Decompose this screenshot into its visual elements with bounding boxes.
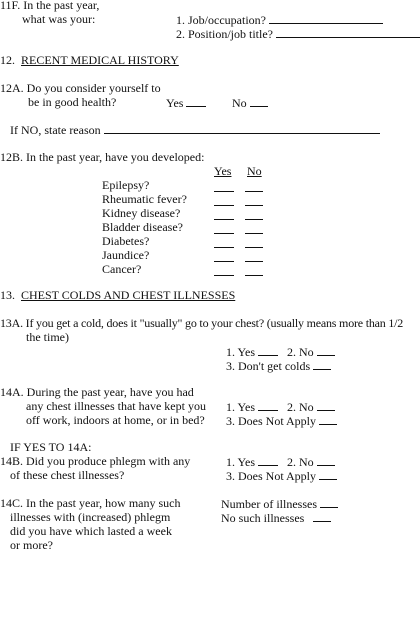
q12b-yes-blank[interactable] <box>214 264 234 276</box>
q11f-job-blank[interactable] <box>269 12 383 24</box>
q11f-line1: 11F. In the past year, <box>0 0 100 12</box>
q12b-item-diabetes: Diabetes? <box>102 234 150 248</box>
q14c-number-blank[interactable] <box>320 496 338 508</box>
q13a-line1: 13A. If you get a cold, does it "usually" go to your chest? (usually means more than 1/2 <box>0 316 404 330</box>
q13a-no-blank[interactable] <box>317 344 335 356</box>
q12b-no-blank[interactable] <box>245 264 263 276</box>
q14b-option-yes: 1. Yes <box>226 454 278 469</box>
q12b-line1: 12B. In the past year, have you developed: <box>0 150 205 164</box>
q12b-item-rheumatic-fever: Rheumatic fever? <box>102 192 187 206</box>
q13a-yes-blank[interactable] <box>258 344 278 356</box>
q12b-col-no: No <box>247 164 262 178</box>
q12b-item-bladder-disease: Bladder disease? <box>102 220 183 234</box>
q14a-option-yes: 1. Yes <box>226 399 278 414</box>
q14a-option-no: 2. No <box>287 399 335 414</box>
q12b-no-blank[interactable] <box>245 194 263 206</box>
q12b-yes-blank[interactable] <box>214 236 234 248</box>
q14b-yes-blank[interactable] <box>258 454 278 466</box>
q14b-option-does-not-apply: 3. Does Not Apply <box>226 468 337 483</box>
section-12-heading: 12. RECENT MEDICAL HISTORY <box>0 53 179 67</box>
q14a-line2: any chest illnesses that have kept you <box>26 399 206 413</box>
q11f-line2: what was your: <box>22 12 96 26</box>
q12b-yes-blank[interactable] <box>214 180 234 192</box>
q13a-option-dont-get-colds: 3. Don't get colds <box>226 358 331 373</box>
q12a-yes: Yes <box>166 95 206 110</box>
q13a-option-no: 2. No <box>287 344 335 359</box>
q12a-line2: be in good health? <box>28 95 117 109</box>
q14b-no-blank[interactable] <box>317 454 335 466</box>
q12a-no-blank[interactable] <box>250 95 268 107</box>
q12a-yes-blank[interactable] <box>186 95 206 107</box>
q14c-line4: or more? <box>10 538 53 552</box>
q14c-line2: illnesses with (increased) phlegm <box>10 510 171 524</box>
q14a-line1: 14A. During the past year, have you had <box>0 385 194 399</box>
q14c-option-number: Number of illnesses <box>221 496 338 511</box>
if-yes-14a-label: IF YES TO 14A: <box>10 440 92 454</box>
q14b-does-not-apply-blank[interactable] <box>319 468 337 480</box>
q12a-line1: 12A. Do you consider yourself to <box>0 81 161 95</box>
q14a-yes-blank[interactable] <box>258 399 278 411</box>
q12b-yes-blank[interactable] <box>214 250 234 262</box>
q12b-no-blank[interactable] <box>245 222 263 234</box>
q12b-item-jaundice: Jaundice? <box>102 248 150 262</box>
q11f-option-job: 1. Job/occupation? <box>176 12 383 27</box>
q13a-option-yes: 1. Yes <box>226 344 278 359</box>
q12b-yes-blank[interactable] <box>214 222 234 234</box>
section-13-heading: 13. CHEST COLDS AND CHEST ILLNESSES <box>0 288 236 302</box>
q12b-no-blank[interactable] <box>245 236 263 248</box>
q14a-option-does-not-apply: 3. Does Not Apply <box>226 413 337 428</box>
q14a-does-not-apply-blank[interactable] <box>319 413 337 425</box>
q12b-no-blank[interactable] <box>245 208 263 220</box>
q12a-if-no: If NO, state reason <box>10 122 380 137</box>
q14b-line1: 14B. Did you produce phlegm with any <box>0 454 191 468</box>
q13a-dont-get-colds-blank[interactable] <box>313 358 331 370</box>
q12b-yes-blank[interactable] <box>214 194 234 206</box>
q14a-no-blank[interactable] <box>317 399 335 411</box>
q12b-item-cancer: Cancer? <box>102 262 142 276</box>
q12a-reason-blank[interactable] <box>104 122 380 134</box>
q11f-option-title: 2. Position/job title? <box>176 26 420 41</box>
q14c-option-none: No such illnesses <box>221 510 331 525</box>
q12a-no: No <box>232 95 268 110</box>
q12b-no-blank[interactable] <box>245 250 263 262</box>
q11f-title-blank[interactable] <box>276 26 420 38</box>
q14c-line1: 14C. In the past year, how many such <box>0 496 181 510</box>
q13a-line2: the time) <box>26 330 69 344</box>
q14b-option-no: 2. No <box>287 454 335 469</box>
q14c-line3: did you have which lasted a week <box>10 524 172 538</box>
q14c-none-blank[interactable] <box>313 510 331 522</box>
q12b-col-yes: Yes <box>214 164 232 178</box>
q12b-no-blank[interactable] <box>245 180 263 192</box>
q14a-line3: off work, indoors at home, or in bed? <box>26 413 205 427</box>
q14b-line2: of these chest illnesses? <box>10 468 125 482</box>
q12b-item-epilepsy: Epilepsy? <box>102 178 150 192</box>
q12b-yes-blank[interactable] <box>214 208 234 220</box>
q12b-item-kidney-disease: Kidney disease? <box>102 206 181 220</box>
